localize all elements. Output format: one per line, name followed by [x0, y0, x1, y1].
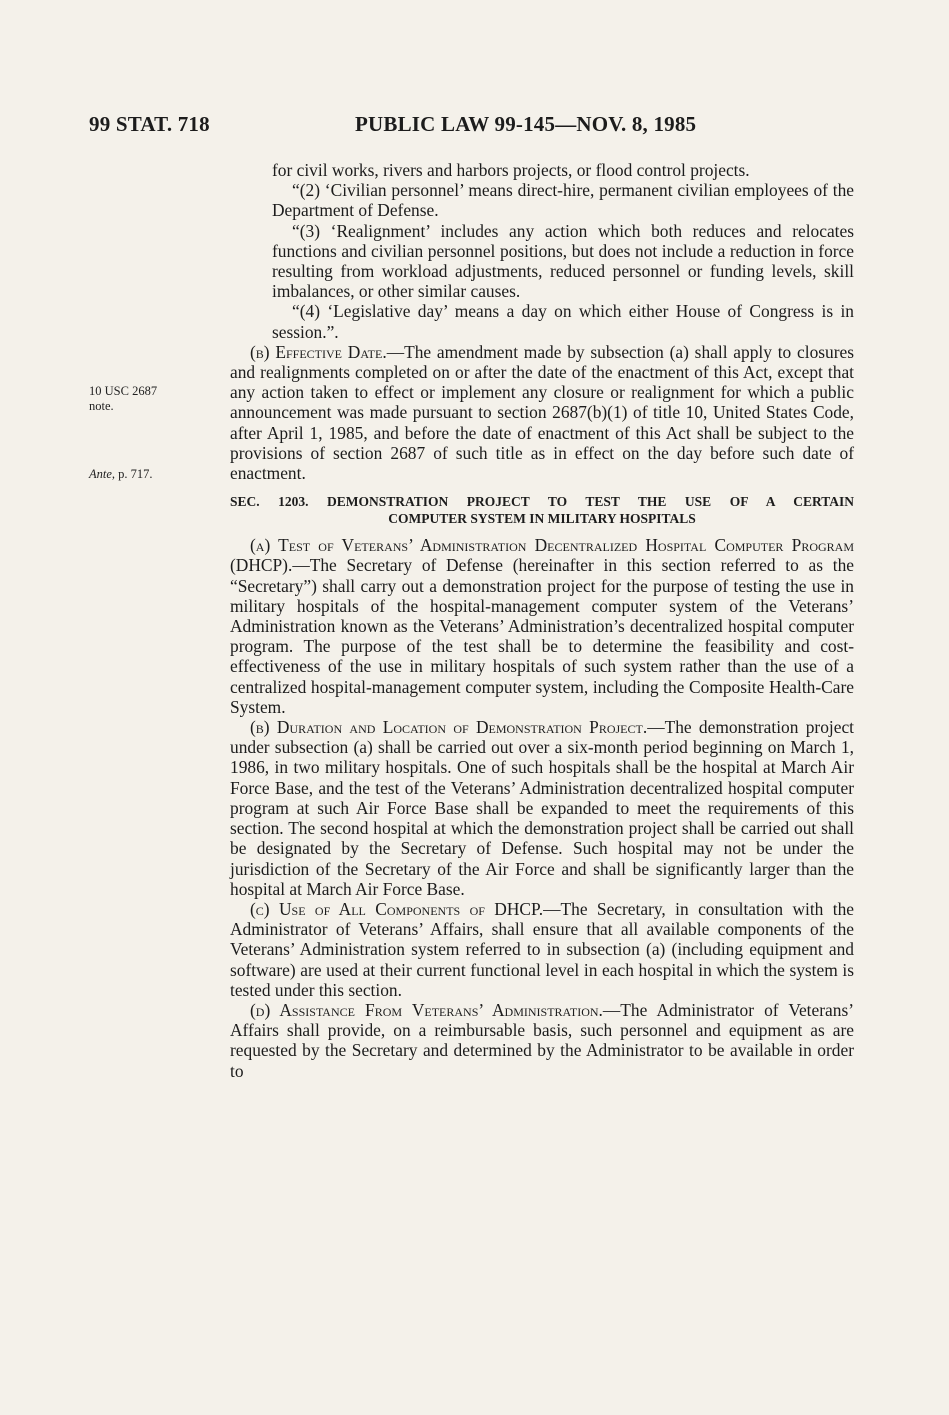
margin-note-ante-italic: Ante, [89, 467, 116, 481]
section-1203-heading [230, 493, 854, 527]
paragraph-civil-works: for civil works, rivers and harbors projects, or flood control projects. [272, 160, 750, 180]
subsection-c-body: DHCP.—The Secretary, in consultation with the Administrator of Veterans’ Affairs, shall ensure that all available components of the Veterans’ Administration system referred to in subsection (a) (including equipment and software) are used at their current functional level in each hospital in which the system is tested under this section. [230, 898, 854, 1000]
paragraph-civilian-personnel: “(2) ‘Civilian personnel’ means direct-hire, permanent civilian employees of the Department of Defense. [272, 180, 854, 221]
page-header [89, 112, 859, 142]
paragraph-effective-date [230, 342, 854, 483]
subsection-a-heading: (a) Test of Veterans’ Administration Decentralized Hospital Computer Program [250, 535, 854, 556]
paragraph-realignment: “(3) ‘Realignment’ includes any action which both reduces and relocates functions and civilian personnel positions, but does not include a reduction in force resulting from workload adjustments, reduced personnel or funding levels, skill imbalances, or other similar causes. [272, 220, 854, 302]
subsection-b-body: —The demonstration project under subsection (a) shall be carried out over a six-month period beginning on March 1, 1986, in two military hospitals. One of such hospitals shall be the hospital at March Air Force Base, and the test of the Veterans’ Administration decentralized hospital computer program at such Air Force Base shall be expanded to meet the requirements of this section. The second hospital at which the demonstration project shall be carried out shall be designated by the Secretary of Defense. Such hospital may not be under the jurisdiction of the Secretary of the Air Force and shall be significantly larger than the hospital at March Air Force Base. [230, 717, 855, 899]
margin-note-usc-line2: note. [89, 399, 114, 413]
margin-note-ante-page: p. 717. [115, 467, 153, 481]
law-title: PUBLIC LAW 99-145—NOV. 8, 1985 [355, 112, 697, 136]
body-text [230, 160, 854, 1081]
paragraph-assistance-va [230, 1000, 854, 1081]
stat-page-number: 99 STAT. 718 [89, 112, 210, 136]
paragraph-test-of-va-dhcp [230, 535, 854, 717]
paragraph-use-of-components [230, 899, 854, 1000]
subsection-b-heading: (b) Duration and Location of Demonstration Project. [250, 717, 648, 738]
subsection-d-body: —The Administrator of Veterans’ Affairs shall provide, on a reimbursable basis, such personnel and equipment as are requested by the Secretary and determined by the Administrator to be available in order to [230, 999, 854, 1081]
subsection-a-body: (DHCP).—The Secretary of Defense (hereinafter in this section referred to as the “Secretary”) shall carry out a demonstration project for the purpose of testing the use in military hospitals of the hospital-management computer system of the Veterans’ Administration known as the Veterans’ Administration’s decentralized hospital computer program. The purpose of the test shall be to determine the feasibility and cost-effectiveness of the use in military hospitals of such system rather than the use of a centralized hospital-management computer system, including the Composite Health-Care System. [230, 555, 854, 717]
margin-note-ante [89, 467, 153, 482]
section-heading-line1: SEC. 1203. DEMONSTRATION PROJECT TO TEST THE USE OF A CERTAIN [230, 494, 854, 510]
section-heading-line2: COMPUTER SYSTEM IN MILITARY HOSPITALS [388, 511, 696, 527]
paragraph-legislative-day: “(4) ‘Legislative day’ means a day on which either House of Congress is in session.”. [272, 301, 854, 342]
subsection-c-heading: (c) Use of All Components of [250, 898, 485, 919]
margin-note-usc-line1: 10 USC 2687 [89, 384, 158, 398]
effective-date-body: —The amendment made by subsection (a) shall apply to closures and realignments completed on or after the date of the enactment of this Act, except that any action taken to effect or implement any closure or realignment for which a public announcement was made pursuant to section 2687(b)(1) of title 10, United States Code, after April 1, 1985, and before the date of enactment of this Act shall be subject to the provisions of section 2687 of such title as in effect on the day before such date of enactment. [230, 341, 855, 484]
paragraph-duration-location [230, 717, 854, 899]
margin-note-usc [89, 384, 157, 414]
effective-date-heading: (b) Effective Date. [250, 341, 387, 362]
subsection-d-heading: (d) Assistance From Veterans’ Administration. [250, 999, 603, 1020]
